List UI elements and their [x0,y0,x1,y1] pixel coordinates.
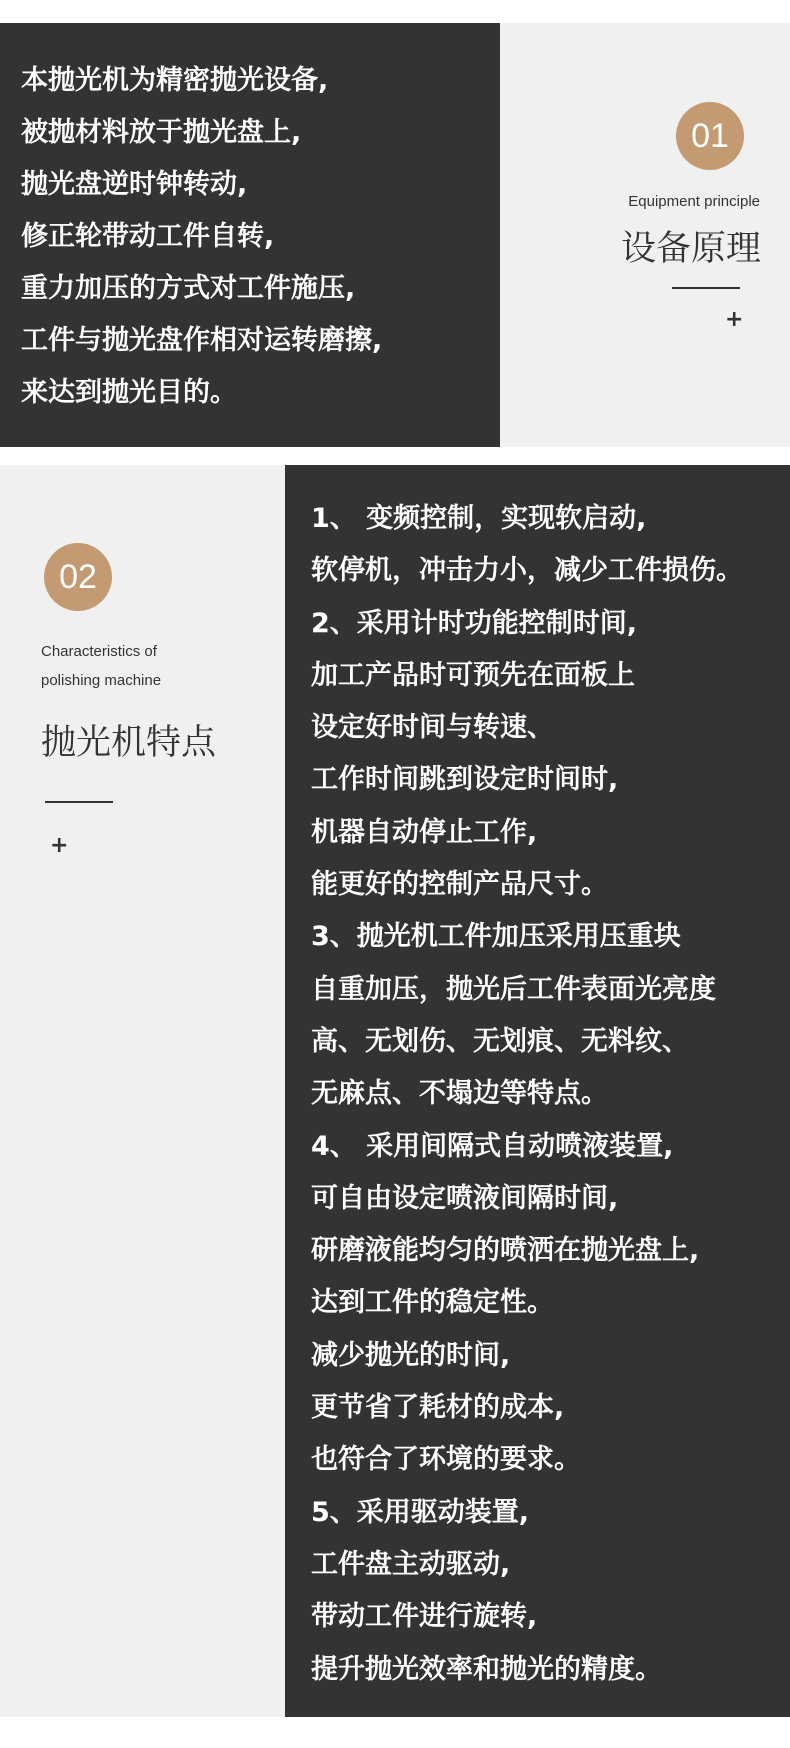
features-line: 能更好的控制产品尺寸。 [311,869,608,901]
features-line: 无麻点、不塌边等特点。 [311,1078,608,1110]
features-line: 工作时间跳到设定时间时, [311,764,619,796]
principle-line: 本抛光机为精密抛光设备, [21,65,329,96]
principle-section [0,23,790,447]
features-line: 研磨液能均匀的喷洒在抛光盘上, [311,1235,700,1267]
features-line: 5、采用驱动装置, [311,1496,530,1528]
features-title: 抛光机特点 [41,723,217,763]
features-line: 可自由设定喷液间隔时间, [311,1182,619,1214]
principle-line: 抛光盘逆时钟转动, [21,169,248,200]
features-divider [45,801,113,803]
principle-line: 来达到抛光目的。 [21,377,237,408]
features-section [0,465,790,1717]
principle-line: 修正轮带动工件自转, [21,221,275,252]
principle-line: 重力加压的方式对工件施压, [21,273,356,304]
features-line: 工件盘主动驱动, [311,1548,511,1580]
principle-plus-icon: + [725,307,744,332]
principle-line: 工件与抛光盘作相对运转磨擦, [21,325,383,356]
principle-divider [672,287,740,289]
principle-title: 设备原理 [620,229,761,269]
features-number-badge: 02 [44,543,112,611]
features-line: 软停机，冲击力小，减少工件损伤。 [311,555,743,587]
principle-description [21,55,491,419]
features-english-title-line1: Characteristics of [41,643,157,660]
features-line: 提升抛光效率和抛光的精度。 [311,1653,662,1685]
features-line: 高、无划伤、无划痕、无料纹、 [311,1025,689,1057]
principle-number-badge: 01 [676,102,744,170]
features-line: 2、采用计时功能控制时间, [311,607,638,639]
features-heading-panel [0,465,285,1717]
features-line: 减少抛光的时间, [311,1339,511,1371]
features-line: 加工产品时可预先在面板上 [311,659,635,691]
features-line: 4、 采用间隔式自动喷液装置, [311,1130,674,1162]
features-line: 达到工件的稳定性。 [311,1287,554,1319]
features-english-title-line2: polishing machine [41,672,162,689]
features-line: 设定好时间与转速、 [311,712,554,744]
features-description [311,493,786,1696]
features-line: 机器自动停止工作, [311,816,538,848]
features-line: 自重加压，抛光后工件表面光亮度 [311,973,716,1005]
features-plus-icon: + [50,833,69,858]
features-line: 更节省了耗材的成本, [311,1392,565,1424]
principle-text-panel [0,23,500,447]
principle-heading-panel [500,23,790,447]
features-line: 1、 变频控制，实现软启动, [311,503,647,534]
features-line: 3、抛光机工件加压采用压重块 [311,921,681,953]
features-line: 也符合了环境的要求。 [311,1444,581,1476]
features-line: 带动工件进行旋转, [311,1601,538,1633]
principle-line: 被抛材料放于抛光盘上, [21,117,302,148]
principle-english-title: Equipment principle [628,193,760,210]
